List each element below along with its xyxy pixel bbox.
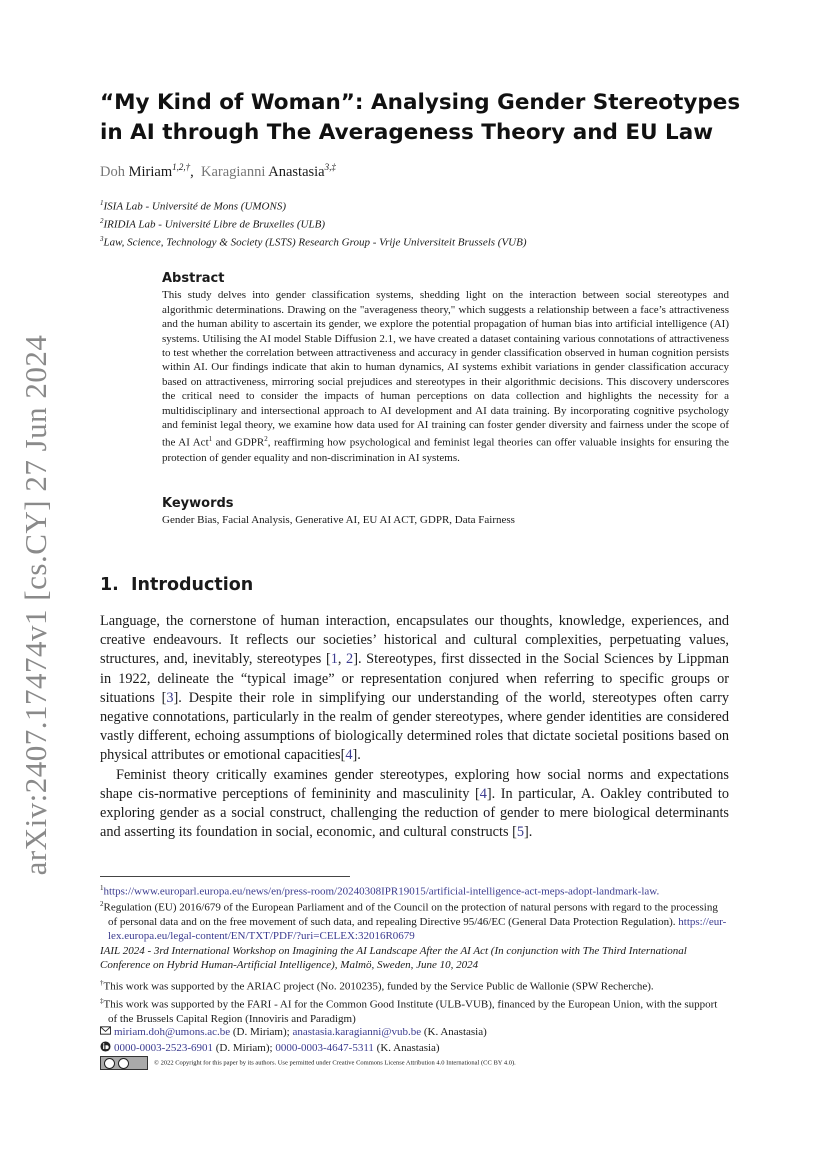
author-sup: 1,2,†	[172, 162, 191, 172]
affiliation	[100, 231, 527, 251]
footnote-link[interactable]: https://eur-lex.europa.eu/legal-content/EN/TXT/PDF/?uri=CELEX:32016R0679	[108, 915, 727, 943]
author-sup: 3,‡	[324, 162, 336, 172]
citation-link[interactable]: 2	[346, 651, 354, 668]
envelope-icon	[100, 1025, 111, 1036]
arxiv-id: arXiv:2407.17474v1 [cs.CY] 27 Jun 2024	[18, 334, 53, 876]
funding-note-1: †This work was supported by the ARIAC project (No. 2010235), funded by the Service Public de Wallonie (SPW Recherche).	[100, 979, 654, 993]
email-link[interactable]: miriam.doh@umons.ac.be	[114, 1026, 231, 1038]
footnote-1: $^1$https://www.europarl.europa.eu/news/en/press-room/20240308IPR19015/artificial-intelligence-act-meps-adopt-landmark-law.	[100, 884, 660, 898]
citation-link[interactable]: 4	[479, 785, 487, 802]
affiliation-text: Law, Science, Technology & Society (LSTS) Research Group - Vrije Universiteit Brussels (VUB)	[103, 236, 527, 249]
affiliation-sup: 1	[100, 199, 104, 207]
citation-link[interactable]: 4	[345, 747, 353, 764]
author-last-name: Miriam	[128, 163, 173, 180]
email-link[interactable]: anastasia.karagianni@vub.be	[292, 1026, 422, 1038]
citation-link[interactable]: 1	[330, 651, 338, 668]
cc-by-badge-icon	[100, 1056, 148, 1070]
orcid-link[interactable]: 0000-0003-4647-5311	[275, 1042, 374, 1054]
abstract-heading: Abstract	[162, 271, 225, 286]
license-line	[100, 1056, 516, 1070]
keywords-text: Gender Bias, Facial Analysis, Generative AI, EU AI ACT, GDPR, Data Fairness	[162, 514, 515, 526]
orcid-link[interactable]: 0000-0003-2523-6901	[114, 1042, 213, 1054]
author-first-name: Doh	[100, 163, 125, 180]
orcid-line: 0000-0003-2523-6901 (D. Miriam); 0000-0003-4647-5311 (K. Anastasia)	[100, 1041, 729, 1055]
intro-body	[100, 612, 729, 842]
footnote-divider	[100, 876, 350, 877]
affiliation-text: ISIA Lab - Université de Mons (UMONS)	[103, 200, 286, 213]
funding-note-2: ‡This work was supported by the FARI - AI for the Common Good Institute (ULB-VUB), financed by the European Union, with the support of the Brussels Capital Region (Innoviris and Paradigm)	[100, 997, 718, 1025]
affiliation-sup: 2	[100, 217, 104, 225]
abstract-text: This study delves into gender classification systems, shedding light on the interaction between social stereotypes and algorithmic determinations. Drawing on the "averageness theory," which suggests a relationship between a face’s attractiveness and the human ability to ascertain its gender, we explore the potential propagation of human bias into artificial intelligence (AI) systems. Utilising the AI model Stable Diffusion 2.1, we have created a dataset containing various connotations of attractiveness to test whether the correlation between attractiveness and accuracy in gender classification observed in human cognition persists within AI. Our findings indicate that akin to human dynamics, AI systems exhibit variations in gender classification accuracy based on attractiveness, mirroring social prejudices and stereotypes in their algorithmic decisions. This discovery underscores the critical need to consider the impacts of human perceptions on data collection and highlights the necessity for a multidisciplinary and intersectional approach to AI development and AI data training. By incorporating cognitive psychology and feminist legal theory, we examine how data used for AI training can foster gender diversity and fairness under the scope of the AI Act$^1$ and GDPR$^2$, reaffirming how psychological and feminist legal theories can offer valuable insights for ensuring the protection of gender equality and non-discrimination in AI systems.	[162, 289, 729, 464]
orcid-icon	[100, 1041, 111, 1052]
citation-link[interactable]: 3	[166, 689, 174, 706]
affiliation-text: IRIDIA Lab - Université Libre de Bruxelles (ULB)	[103, 218, 325, 231]
affiliation	[100, 195, 286, 215]
affiliation	[100, 213, 325, 233]
license-text: © 2022 Copyright for this paper by its authors. Use permitted under Creative Commons License Attribution 4.0 International (CC BY 4.0).	[154, 1059, 516, 1067]
citation-link[interactable]: 5	[516, 824, 525, 841]
section-title: Introduction	[131, 575, 254, 595]
author-last-name: Anastasia	[268, 163, 325, 180]
footnote-ref[interactable]: 2	[264, 435, 268, 444]
paragraph: Language, the cornerstone of human interaction, encapsulates our thoughts, knowledge, experiences, and creative endeavours. It reflects our societies’ historical and cultural complexities, perpetuating values, structures, and, inevitably, stereotypes [1, 2]. Stereotypes, first dissected in the Social Sciences by Lippman in 1922, delineate the “typical image” or representation conjured when referring to specific groups or situations [3]. Despite their role in simplifying our understanding of the world, stereotypes often carry negative connotations, particularly in the realm of gender stereotypes, where gender identities are considered vastly different, echoing assumptions of biologically determined roles that dictate societal positions based on physical attributes or emotional capacities[4].	[100, 613, 729, 764]
email-line: miriam.doh@umons.ac.be (D. Miriam); anastasia.karagianni@vub.be (K. Anastasia)	[100, 1025, 729, 1039]
keywords-heading: Keywords	[162, 496, 234, 511]
section-number: 1.	[100, 575, 119, 595]
footnote-ref[interactable]: 1	[208, 435, 213, 444]
section-heading	[100, 575, 253, 595]
footnote-2: $^2$Regulation (EU) 2016/679 of the European Parliament and of the Council on the protection of natural persons with regard to the processing of personal data and on the free movement of such data, and repealing Directive 95/46/EC (General Data Protection Regulation). https://eur-lex.europa.eu/legal-content/EN/TXT/PDF/?uri=CELEX:32016R0679	[100, 900, 727, 943]
author-list: Doh Miriam$^{1,2,\dagger}$, Karagianni Anastasia$^{3,\ddagger}$	[100, 162, 336, 180]
affiliation-sup: 3	[100, 235, 104, 243]
paragraph: Feminist theory critically examines gender stereotypes, exploring how social norms and expectations shape cis-normative perceptions of femininity and masculinity [4]. In particular, A. Oakley contributed to exploring gender as a social construct, challenging the reduction of gender to mere biological determinants and asserting its foundation in social, economic, and cultural constructs [5].	[100, 766, 729, 841]
paper-title: “My Kind of Woman”: Analysing Gender Stereotypes in AI through The Averageness Theory and EU Law	[100, 90, 741, 145]
arxiv-sidebar	[13, 334, 59, 876]
footnote-link[interactable]: https://www.europarl.europa.eu/news/en/press-room/20240308IPR19015/artificial-intelligence-act-meps-adopt-landmark-law.	[103, 885, 660, 898]
abstract	[162, 272, 729, 465]
author-first-name: Karagianni	[200, 163, 266, 180]
keywords	[162, 497, 729, 527]
conference-note: IAIL 2024 - 3rd International Workshop on Imagining the AI Landscape After the AI Act (In conjunction with The Third International Conference on Hybrid Human-Artificial Intelligence), Malmö, Sweden, June 10, 2024	[100, 945, 687, 972]
